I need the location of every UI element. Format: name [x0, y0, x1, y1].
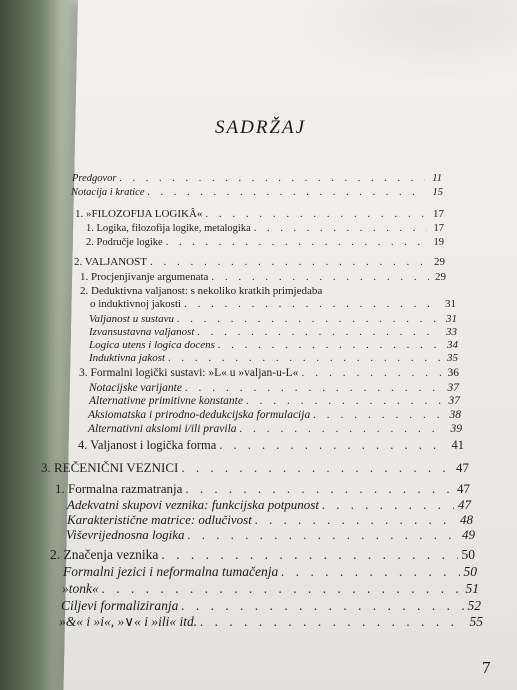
toc-entry: [89, 326, 457, 338]
toc-entry-page: 52: [467, 598, 481, 613]
toc-entry-title: 1. Formalna razmatranja: [55, 481, 183, 496]
toc-entry-page: 50: [463, 564, 477, 579]
toc-leader: [246, 395, 443, 407]
toc-entry-title: »tonk«: [62, 581, 99, 596]
toc-leader: [168, 352, 441, 364]
toc-entry: [75, 208, 444, 220]
toc-entry-title: Viševrijednosna logika: [66, 527, 185, 542]
toc-leader: [120, 173, 425, 184]
toc-entry: [80, 285, 446, 297]
toc-leader: [254, 223, 427, 234]
toc-entry-title: Predgovor: [72, 173, 117, 184]
toc-leader: [185, 382, 442, 394]
toc-entry-title: 1. »FILOZOFIJA LOGIKÂ«: [75, 208, 203, 220]
toc-entry: [41, 460, 469, 476]
toc-entry: [86, 223, 444, 234]
toc-entry: [66, 527, 475, 543]
toc-entry-page: 17: [433, 223, 444, 234]
toc-entry-title: 3. Formalni logički sustavi: »L« u »valjan-u-L«: [79, 367, 299, 379]
toc-entry: [50, 547, 475, 563]
toc-entry-title: Aksiomatska i prirodno-dedukcijska formulacija: [88, 409, 311, 421]
toc-entry-title: 2. Deduktivna valjanost: s nekoliko kratkih primjedaba: [80, 285, 323, 297]
toc-entry-title: 2. VALJANOST: [74, 256, 147, 268]
toc-entry-title: »&« i »i«, »∨« i »ili« itd.: [59, 614, 198, 629]
toc-entry: [89, 352, 458, 364]
toc-entry: [67, 512, 473, 528]
toc-leader: [313, 409, 444, 421]
toc-entry: [89, 395, 460, 407]
toc-entry: [63, 564, 477, 580]
toc-entry-page: 11: [432, 173, 442, 184]
toc-entry-title: o induktivnoj jakosti: [90, 298, 182, 310]
toc-entry-page: 51: [465, 581, 479, 596]
toc-entry-title: 2. Područje logike: [86, 237, 163, 248]
print-bleed: [286, 0, 517, 80]
toc-entry-title: Karakteristične matrice: odlučivost: [67, 512, 252, 527]
toc-entry: [86, 237, 444, 248]
toc-entry: [89, 313, 457, 325]
toc-leader: [188, 527, 458, 543]
toc-leader: [301, 367, 442, 379]
toc-entry-title: Valjanost u sustavu: [89, 313, 174, 325]
toc-entry-page: 47: [456, 460, 469, 475]
toc-leader: [218, 339, 441, 351]
toc-entry-page: 35: [447, 352, 458, 364]
toc-entry-page: 31: [446, 313, 457, 325]
toc-entry-title: 3. REČENIČNI VEZNICI: [41, 460, 179, 475]
toc-leader: [161, 547, 458, 563]
toc-leader: [185, 481, 453, 497]
toc-leader: [322, 497, 454, 513]
toc-entry-page: 19: [433, 237, 444, 248]
toc-entry-title: 4. Valjanost i logička forma: [78, 438, 217, 452]
toc-leader: [281, 564, 460, 580]
toc-entry: [59, 614, 483, 630]
toc-entry-page: 39: [450, 423, 462, 435]
toc-leader: [200, 614, 466, 630]
toc-entry: [80, 271, 446, 283]
toc-leader: [181, 460, 452, 476]
toc-leader: [205, 208, 427, 220]
toc-entry: [71, 187, 443, 198]
toc-entry-page: 49: [462, 527, 475, 542]
toc-entry-page: 29: [435, 271, 446, 283]
toc-entry-page: 38: [449, 409, 461, 421]
toc-entry: [88, 409, 461, 421]
toc-leader: [211, 271, 429, 283]
toc-leader: [240, 423, 445, 435]
toc-entry-page: 48: [460, 512, 473, 527]
toc-entry-title: Adekvatni skupovi veznika: funkcijska potpunost: [67, 497, 319, 512]
toc-leader: [219, 438, 447, 453]
toc-entry-title: Formalni jezici i neformalna tumačenja: [63, 564, 279, 579]
toc-entry-page: 37: [447, 382, 459, 394]
toc-entry-title: Notacija i kratice: [71, 187, 145, 198]
toc-entry-title: Alternativni aksiomi i/ili pravila: [88, 423, 237, 435]
toc-entry: [55, 481, 470, 497]
toc-entry-page: 55: [469, 614, 483, 629]
toc-entry-page: 15: [432, 187, 443, 198]
toc-entry-page: 37: [448, 395, 460, 407]
toc-entry-page: 47: [457, 481, 470, 496]
toc-leader: [197, 326, 440, 338]
toc-leader: [177, 313, 440, 325]
page-title: SADRŽAJ: [215, 117, 307, 138]
toc-entry: [62, 581, 479, 597]
toc-entry-page: 34: [447, 339, 458, 351]
toc-entry-title: Izvansustavna valjanost: [89, 326, 195, 338]
toc-leader: [184, 298, 439, 310]
toc-leader: [150, 256, 428, 268]
toc-entry: [72, 173, 442, 184]
toc-entry: [78, 438, 464, 453]
toc-entry-page: 50: [461, 547, 475, 562]
toc-entry: [90, 298, 456, 310]
toc-entry: [67, 497, 471, 513]
toc-entry-page: 29: [434, 256, 445, 268]
toc-entry-title: 1. Procjenjivanje argumenata: [80, 271, 209, 283]
toc-entry-page: 17: [433, 208, 444, 220]
toc-leader: [255, 512, 456, 528]
toc-entry: [74, 256, 445, 268]
page-number: 7: [482, 658, 491, 677]
toc-entry: [89, 339, 458, 351]
toc-entry-page: 36: [447, 367, 459, 379]
toc-entry-title: Notacijske varijante: [89, 382, 182, 394]
toc-entry-title: Alternativne primitivne konstante: [89, 395, 243, 407]
toc-entry-page: 33: [446, 326, 457, 338]
toc-entry: [88, 423, 462, 435]
toc-entry-page: 41: [451, 438, 464, 452]
toc-entry-title: Logica utens i logica docens: [89, 339, 215, 351]
toc-leader: [148, 187, 427, 198]
toc-leader: [102, 581, 462, 597]
toc-entry-page: 47: [458, 497, 471, 512]
toc-entry: [89, 382, 459, 394]
toc-entry-title: 1. Logika, filozofija logike, metalogika: [86, 223, 251, 234]
toc-entry-page: 31: [445, 298, 456, 310]
toc-leader: [166, 237, 427, 248]
toc-leader: [181, 598, 464, 614]
toc-entry: [79, 367, 459, 379]
toc-entry-title: Ciljevi formaliziranja: [61, 598, 179, 613]
toc-entry: [61, 598, 481, 614]
toc-entry-title: 2. Značenja veznika: [50, 547, 159, 562]
toc-entry-title: Induktivna jakost: [89, 352, 166, 364]
